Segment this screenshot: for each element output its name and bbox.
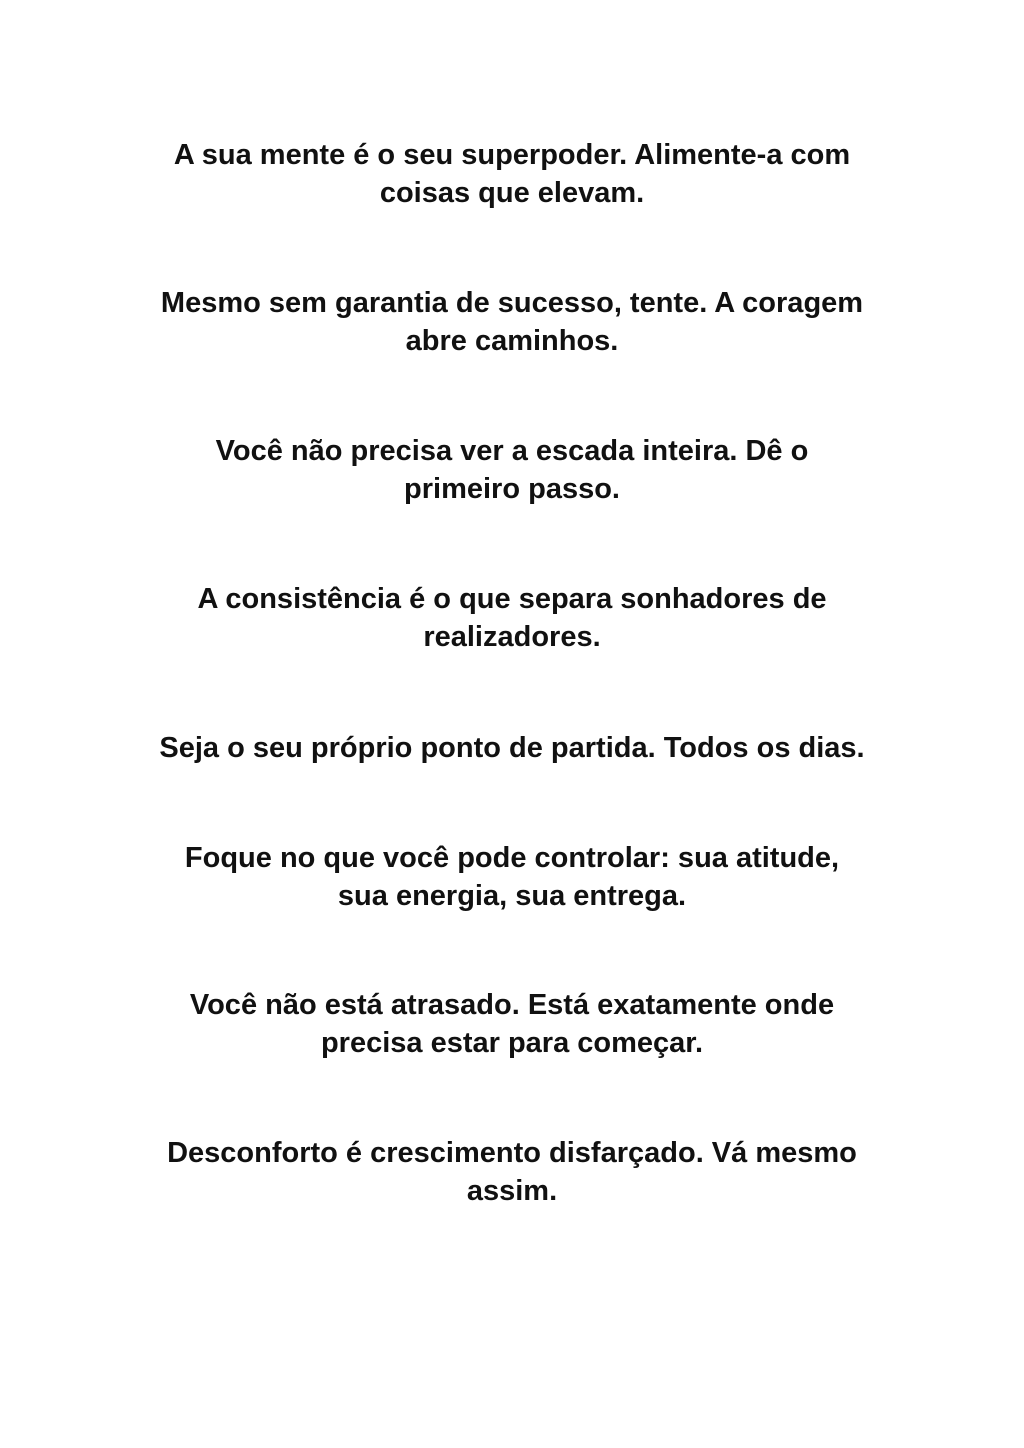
quote-3 xyxy=(120,432,904,508)
quote-7 xyxy=(120,986,904,1062)
quote-2-line-1: Mesmo sem garantia de sucesso, tente. A coragem xyxy=(160,287,864,319)
quote-6 xyxy=(120,839,904,915)
quote-2 xyxy=(120,284,904,360)
quote-8-line-1: Desconforto é crescimento disfarçado. Vá mesmo xyxy=(167,1137,857,1169)
quote-5-line-1: Seja o seu próprio ponto de partida. Todos os dias. xyxy=(159,732,865,764)
quote-7-line-1: Você não está atrasado. Está exatamente onde xyxy=(189,989,835,1021)
quote-4 xyxy=(120,580,904,656)
quote-7-line-2: precisa estar para começar. xyxy=(320,1027,704,1059)
quote-4-line-2: realizadores. xyxy=(423,621,601,653)
quote-3-line-2: primeiro passo. xyxy=(404,473,620,505)
quote-3-line-1: Você não precisa ver a escada inteira. Dê o xyxy=(215,435,809,467)
quote-8-line-2: assim. xyxy=(466,1175,558,1207)
quote-6-line-2: sua energia, sua entrega. xyxy=(337,880,687,912)
quote-1 xyxy=(120,136,904,212)
quote-1-line-1: A sua mente é o seu superpoder. Alimente-a com xyxy=(173,139,851,171)
quote-2-line-2: abre caminhos. xyxy=(405,325,619,357)
quote-5 xyxy=(100,729,924,767)
quote-1-line-2: coisas que elevam. xyxy=(379,177,645,209)
quote-4-line-1: A consistência é o que separa sonhadores de xyxy=(197,583,827,615)
quote-6-line-1: Foque no que você pode controlar: sua atitude, xyxy=(184,842,840,874)
quote-8 xyxy=(120,1134,904,1210)
